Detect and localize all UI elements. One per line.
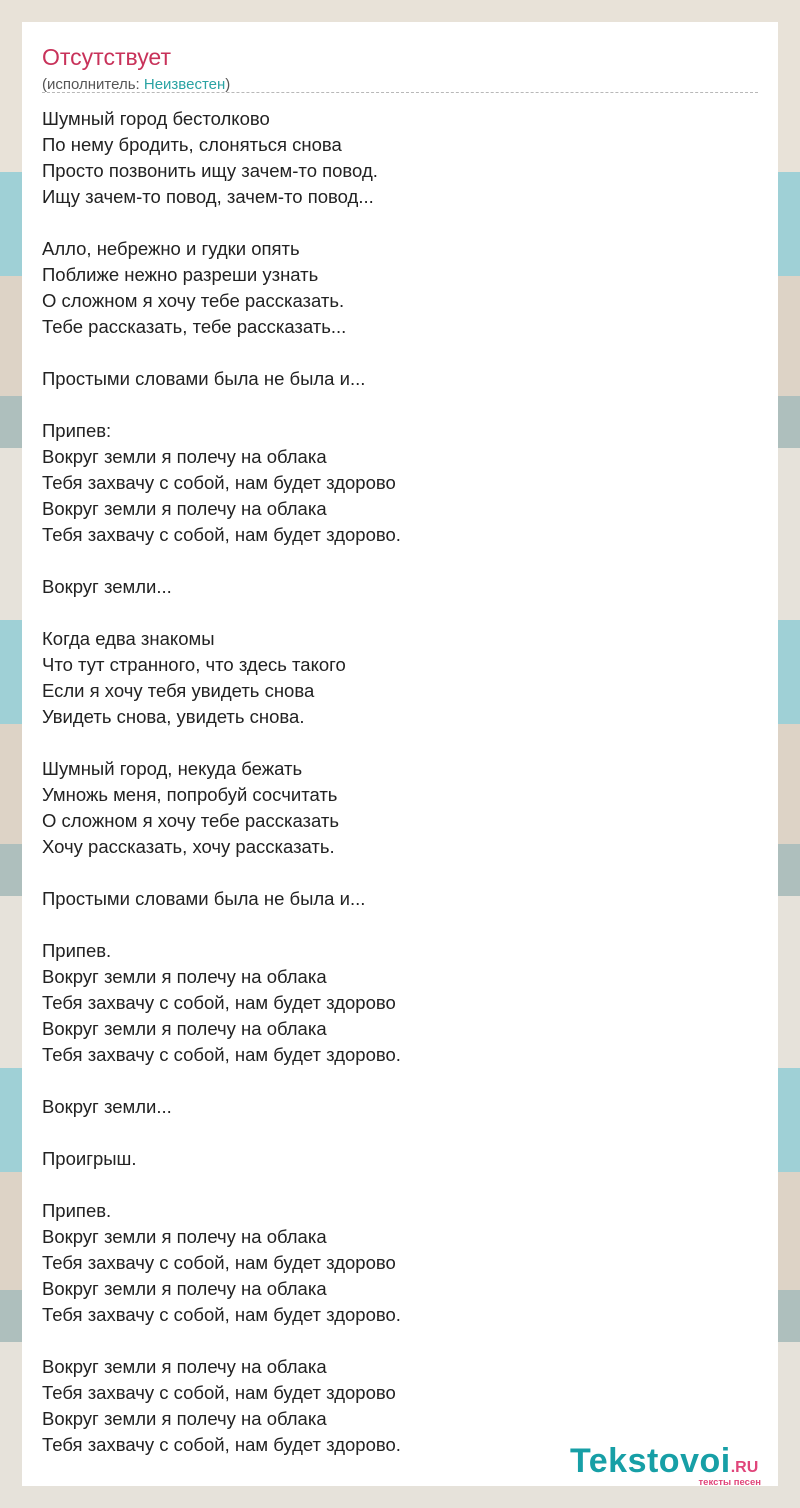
lyric-line: Просто позвонить ищу зачем-то повод. [42,160,378,181]
lyric-blank-line [42,730,758,756]
lyric-line: Алло, небрежно и гудки опять [42,238,300,259]
lyric-line: Простыми словами была не была и... [42,888,366,909]
song-header [42,44,758,94]
lyric-line: Вокруг земли... [42,576,172,597]
lyric-line: Вокруг земли я полечу на облака [42,1356,327,1377]
lyric-line: Тебя захвачу с собой, нам будет здорово [42,992,396,1013]
lyric-blank-line [42,392,758,418]
lyric-line: О сложном я хочу тебе рассказать. [42,290,345,311]
lyric-blank-line [42,600,758,626]
lyric-line: Что тут странного, что здесь такого [42,654,346,675]
logo-tld: .RU [730,1459,759,1476]
lyric-line: Вокруг земли я полечу на облака [42,498,327,519]
lyric-line: Тебя захвачу с собой, нам будет здорово. [42,1434,401,1455]
lyric-line: По нему бродить, слоняться снова [42,134,342,155]
lyric-line: Припев. [42,1200,112,1221]
lyric-blank-line [42,1120,758,1146]
lyric-line: О сложном я хочу тебе рассказать [42,810,340,831]
lyric-line: Тебя захвачу с собой, нам будет здорово [42,1252,396,1273]
artist-suffix: ) [225,76,231,93]
lyric-line: Проигрыш. [42,1148,137,1169]
lyric-line: Припев. [42,940,112,961]
lyric-line: Поближе нежно разреши узнать [42,264,319,285]
lyrics-text [42,106,758,1458]
lyric-line: Припев: [42,420,112,441]
lyric-line: Тебе рассказать, тебе рассказать... [42,316,347,337]
lyric-blank-line [42,1068,758,1094]
header-divider [42,92,758,93]
lyric-line: Простыми словами была не была и... [42,368,366,389]
lyric-line: Тебя захвачу с собой, нам будет здорово. [42,1304,401,1325]
lyric-line: Вокруг земли я полечу на облака [42,446,327,467]
lyric-line: Тебя захвачу с собой, нам будет здорово [42,472,396,493]
site-logo[interactable] [570,1442,775,1488]
lyrics-card [22,22,778,1486]
lyric-line: Шумный город бестолково [42,108,270,129]
lyric-line: Вокруг земли я полечу на облака [42,1278,327,1299]
lyric-line: Тебя захвачу с собой, нам будет здорово. [42,524,401,545]
lyric-line: Шумный город, некуда бежать [42,758,303,779]
lyric-line: Тебя захвачу с собой, нам будет здорово. [42,1044,401,1065]
lyric-blank-line [42,340,758,366]
lyric-line: Умножь меня, попробуй сосчитать [42,784,338,805]
lyric-line: Хочу рассказать, хочу рассказать. [42,836,335,857]
lyric-blank-line [42,1328,758,1354]
artist-link[interactable]: Неизвестен [143,76,226,93]
lyric-line: Тебя захвачу с собой, нам будет здорово [42,1382,396,1403]
lyric-blank-line [42,912,758,938]
lyric-blank-line [42,1172,758,1198]
lyric-blank-line [42,548,758,574]
lyric-line: Когда едва знакомы [42,628,215,649]
lyric-blank-line [42,860,758,886]
lyric-line: Ищу зачем-то повод, зачем-то повод... [42,186,374,207]
lyric-blank-line [42,210,758,236]
lyric-line: Вокруг земли я полечу на облака [42,1226,327,1247]
artist-prefix: (исполнитель: [42,76,144,93]
logo-tagline: тексты песен [698,1477,761,1488]
lyric-line: Увидеть снова, увидеть снова. [42,706,305,727]
lyric-line: Вокруг земли я полечу на облака [42,1018,327,1039]
lyric-line: Если я хочу тебя увидеть снова [42,680,315,701]
lyric-line: Вокруг земли я полечу на облака [42,1408,327,1429]
song-title: Отсутствует [42,44,171,70]
lyric-line: Вокруг земли... [42,1096,172,1117]
lyric-line: Вокруг земли я полечу на облака [42,966,327,987]
logo-brand: Tekstovoi [570,1442,731,1480]
